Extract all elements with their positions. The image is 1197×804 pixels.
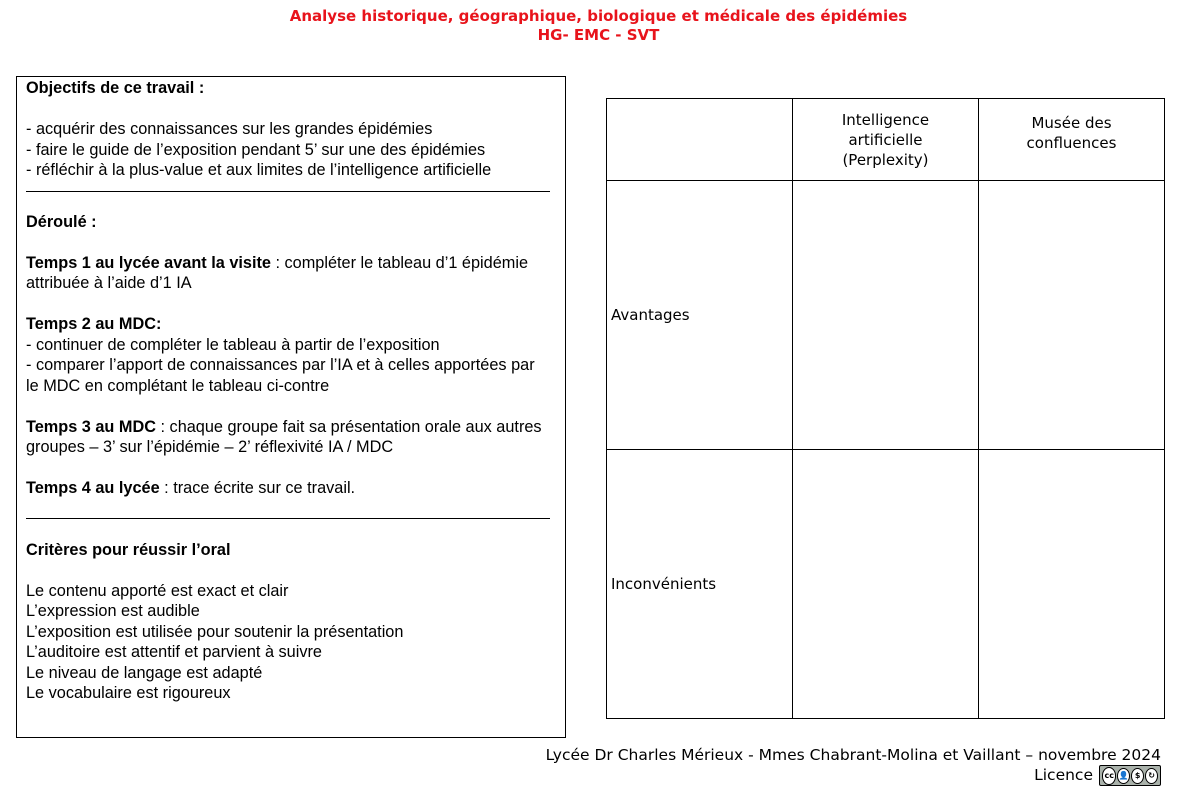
cell-inconvenients-musee[interactable] <box>979 450 1165 719</box>
temps-4 <box>26 478 550 499</box>
by-icon: 👤 <box>1117 768 1130 784</box>
row-header-inconvenients: Inconvénients <box>607 450 793 719</box>
temps-3 <box>26 417 550 458</box>
critere-item: Le contenu apporté est exact et clair <box>26 581 289 600</box>
instructions-box <box>16 76 566 738</box>
sa-icon: ↻ <box>1145 768 1158 784</box>
temps-4-label: Temps 4 au lycée <box>26 479 160 497</box>
comparison-table-wrapper <box>606 98 1164 718</box>
section-divider <box>26 518 550 519</box>
criteres-heading: Critères pour réussir l’oral <box>26 540 231 559</box>
column-header-musee-line: Musée des <box>1031 114 1112 132</box>
footer-credits: Lycée Dr Charles Mérieux - Mmes Chabrant-Molina et Vaillant – novembre 2024 <box>545 746 1161 764</box>
temps-4-text: : trace écrite sur ce travail. <box>159 479 356 497</box>
section-divider <box>26 191 550 192</box>
temps-1-text: : compléter le tableau d’1 épidémie attribuée à l’aide d’1 IA <box>26 253 528 292</box>
objectif-item: - acquérir des connaissances sur les grandes épidémies <box>26 120 433 138</box>
objectifs-heading: Objectifs de ce travail : <box>26 79 205 97</box>
objectif-item: - réfléchir à la plus-value et aux limites de l’intelligence artificielle <box>26 161 492 179</box>
cell-inconvenients-ia[interactable] <box>793 450 979 719</box>
column-header-ia-line: Intelligence <box>841 110 930 129</box>
temps-2-item: - continuer de compléter le tableau à partir de l’exposition <box>26 335 440 354</box>
cell-avantages-ia[interactable] <box>793 181 979 450</box>
license-label: Licence <box>1034 766 1093 784</box>
temps-3-label: Temps 3 au MDC <box>26 417 156 436</box>
row-header-avantages: Avantages <box>607 181 793 450</box>
title-line-2: HG- EMC - SVT <box>537 26 660 44</box>
column-header-ia <box>793 99 979 181</box>
critere-item: Le niveau de langage est adapté <box>26 663 263 682</box>
title-line-1: Analyse historique, géographique, biologique et médicale des épidémies <box>289 7 908 25</box>
license-line <box>546 765 1161 786</box>
table-corner-cell <box>607 99 793 181</box>
document-title <box>0 7 1197 45</box>
nc-icon: $ <box>1131 768 1144 784</box>
critere-item: L’auditoire est attentif et parvient à suivre <box>26 643 322 661</box>
column-header-ia-line: (Perplexity) <box>842 150 929 169</box>
cell-avantages-musee[interactable] <box>979 181 1165 450</box>
column-header-musee <box>979 99 1165 181</box>
critere-item: Le vocabulaire est rigoureux <box>26 684 231 702</box>
temps-3-text: : chaque groupe fait sa présentation orale aux autres groupes – 3’ sur l’épidémie – 2’ réflexivité IA / MDC <box>26 417 542 456</box>
column-header-musee-line: confluences <box>1026 134 1117 152</box>
critere-item: L’exposition est utilisée pour soutenir la présentation <box>26 622 404 641</box>
column-header-ia-line: artificielle <box>848 130 923 149</box>
cc-license-badge[interactable] <box>1099 765 1161 786</box>
comparison-table <box>606 98 1165 719</box>
critere-item: L’expression est audible <box>26 602 200 620</box>
temps-2-item: - comparer l’apport de connaissances par l’IA et à celles apportées par le MDC en complétant le tableau ci-contre <box>26 356 535 395</box>
deroule-heading: Déroulé : <box>26 212 97 231</box>
temps-2-label: Temps 2 au MDC: <box>26 315 162 333</box>
temps-1-label: Temps 1 au lycée avant la visite <box>26 253 276 272</box>
footer <box>546 746 1161 786</box>
temps-1 <box>26 253 550 294</box>
cc-icon: cc <box>1102 767 1116 785</box>
objectif-item: - faire le guide de l’exposition pendant 5’ sur une des épidémies <box>26 140 486 159</box>
